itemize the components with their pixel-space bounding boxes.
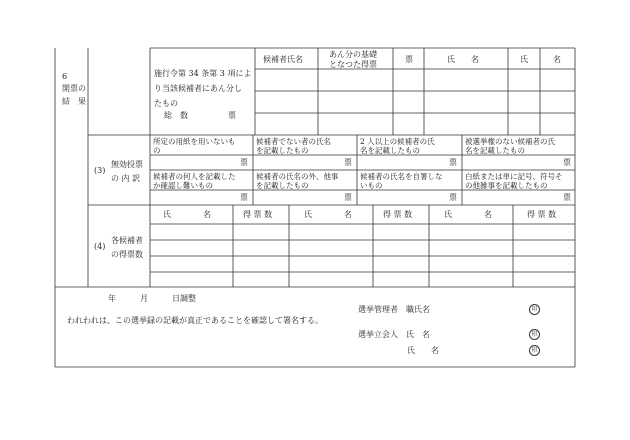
candidates-header-votes-3: 得 票 数 [527, 210, 557, 219]
candidates-header-name-1: 氏 名 [163, 210, 211, 219]
invalid-reason-blank-or-symbols: 白紙または単に記号、符号そ の他雑事を記載したもの [465, 172, 563, 190]
prop-header-ambun-line2: となつた得票 [329, 60, 377, 69]
prop-header-ambun-line1: あん分の基礎 [329, 50, 377, 59]
invalid-unit-3: 票 [449, 158, 457, 167]
prop-header-votes: 票 [405, 55, 413, 64]
seal-manager: 印 [529, 304, 540, 315]
candidates-header-name-2: 氏 名 [304, 210, 352, 219]
invalid-title-line2: の 内 訳 [111, 174, 141, 183]
section6-title-line1: 開票の [62, 84, 86, 93]
section6-title-line2: 結 果 [62, 97, 86, 106]
confirmation-statement: われわれは、この選挙録の記載が真正であることを確認して署名する。 [67, 316, 323, 325]
candidates-number: (4) [94, 242, 106, 251]
invalid-unit-8: 票 [563, 193, 571, 202]
invalid-unit-4: 票 [563, 158, 571, 167]
prop-label-line1: 施行令第 34 条第 3 項によ [154, 69, 252, 78]
invalid-reason-non-candidate: 候補者でない者の氏名 を記載したもの [256, 137, 331, 155]
invalid-reason-multiple-candidates: 2 人以上の候補者の氏 名を記載したもの [360, 137, 435, 155]
section6-number: 6 [62, 72, 68, 81]
prop-header-name: 氏 名 [447, 55, 479, 64]
invalid-unit-7: 票 [449, 193, 457, 202]
witness-label: 選挙立会人 氏 名 [358, 330, 430, 339]
prop-total-label: 総 数 票 [164, 111, 236, 120]
prop-header-surname: 氏 [520, 55, 528, 64]
invalid-unit-5: 票 [240, 193, 248, 202]
candidates-header-votes-2: 得 票 数 [383, 210, 413, 219]
invalid-title-line1: 無効投票 [111, 160, 143, 169]
invalid-reason-extra-writing: 候補者の氏名の外、他事 を記載したもの [256, 172, 339, 190]
election-manager-label: 選挙管理者 職氏名 [358, 305, 430, 314]
prop-header-candidate-name: 候補者氏名 [263, 55, 303, 64]
invalid-reason-unofficial-paper: 所定の用紙を用いないも の [153, 137, 236, 155]
invalid-unit-6: 票 [344, 193, 352, 202]
invalid-reason-ineligible-candidate: 被選挙権のない候補者の氏 名を記載したもの [465, 137, 555, 155]
candidates-title-line1: 各候補者 [111, 236, 143, 245]
preparation-date: 年 月 日調整 [108, 294, 196, 303]
witness-name-label: 氏 名 [407, 346, 439, 355]
seal-witness-1: 印 [529, 329, 540, 340]
invalid-reason-not-handwritten: 候補者の氏名を自署しな いもの [360, 172, 443, 190]
candidates-header-name-3: 氏 名 [444, 210, 492, 219]
prop-label-line3: たもの [154, 99, 178, 108]
candidates-header-votes-1: 得 票 数 [243, 210, 273, 219]
seal-witness-2: 印 [529, 345, 540, 356]
prop-header-given-name: 名 [553, 55, 561, 64]
invalid-number: (3) [94, 166, 106, 175]
invalid-reason-unidentifiable: 候補者の何人を記載した か確認し難いもの [153, 172, 236, 190]
invalid-unit-1: 票 [240, 158, 248, 167]
invalid-unit-2: 票 [344, 158, 352, 167]
prop-label-line2: り当該候補者にあん分し [154, 84, 242, 93]
candidates-title-line2: の得票数 [111, 250, 143, 259]
